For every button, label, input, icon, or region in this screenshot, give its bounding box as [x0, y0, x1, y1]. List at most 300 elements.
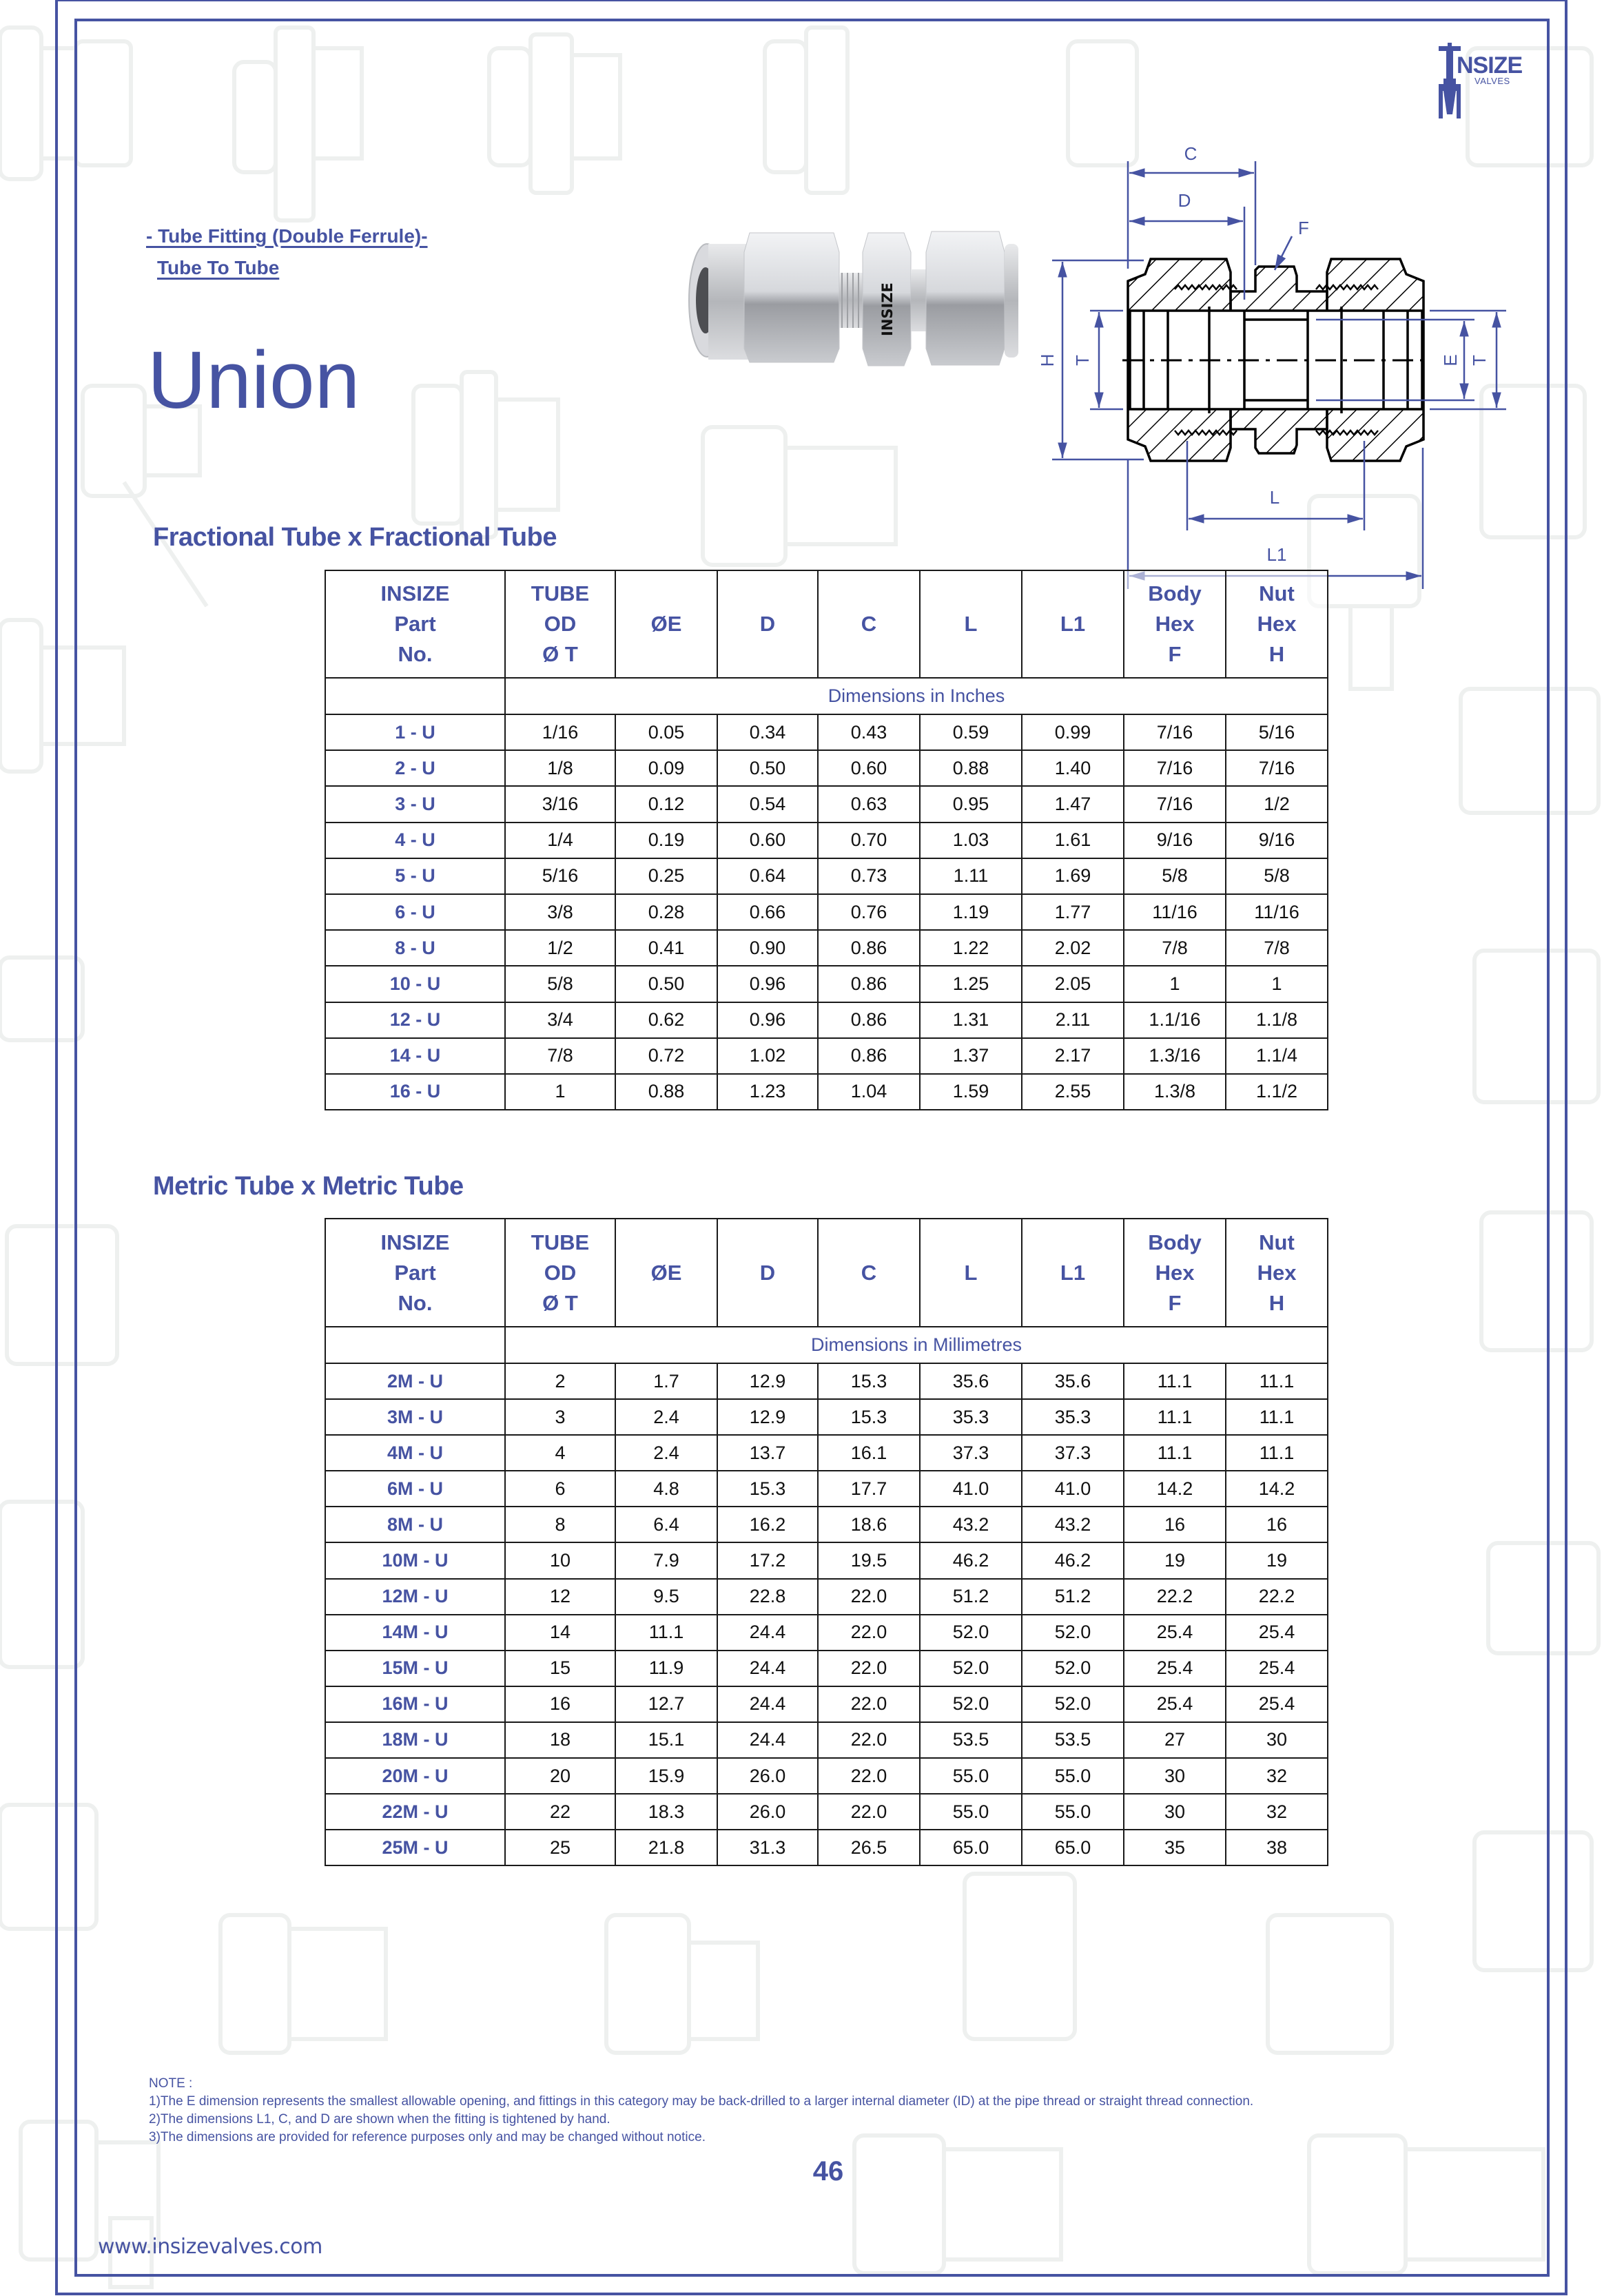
table-row: [325, 750, 1328, 786]
dimension-cell: 32: [1226, 1794, 1328, 1830]
dimension-cell: 17.7: [818, 1471, 920, 1507]
column-header-line: Body: [1148, 581, 1202, 606]
dimension-cell: 22.8: [717, 1579, 818, 1615]
dimension-cell: 18: [505, 1722, 615, 1758]
dimension-cell: 25.4: [1226, 1651, 1328, 1686]
dimension-cell: 16.2: [717, 1507, 818, 1542]
metric-dimensions-table: [325, 1218, 1328, 1866]
subcategory-breadcrumb[interactable]: Tube To Tube: [157, 257, 280, 278]
dimension-cell: 14: [505, 1615, 615, 1651]
dimension-cell: 12: [505, 1579, 615, 1615]
dimension-cell: 0.09: [615, 750, 717, 786]
dimension-cell: 6.4: [615, 1507, 717, 1542]
dimension-cell: 30: [1124, 1758, 1226, 1794]
dimension-cell: 1.61: [1022, 823, 1124, 858]
dimension-cell: 11/16: [1124, 894, 1226, 930]
table-row: [325, 1830, 1328, 1865]
dimension-cell: 22.0: [818, 1758, 920, 1794]
part-number-cell: 14M - U: [325, 1615, 505, 1651]
dimension-cell: 41.0: [920, 1471, 1022, 1507]
category-breadcrumb[interactable]: - Tube Fitting (Double Ferrule)-: [146, 225, 428, 247]
dimension-cell: 15.1: [615, 1722, 717, 1758]
dimension-cell: 11.9: [615, 1651, 717, 1686]
dimension-cell: 11.1: [1226, 1363, 1328, 1399]
dimension-cell: 0.70: [818, 823, 920, 858]
column-header-line: Nut: [1259, 1230, 1295, 1254]
dimension-cell: 1.1/4: [1226, 1038, 1328, 1074]
table-row: [325, 1507, 1328, 1542]
dimension-cell: 52.0: [1022, 1651, 1124, 1686]
column-header: [325, 1219, 505, 1327]
page-title: Union: [147, 335, 360, 426]
dimension-cell: 25.4: [1124, 1686, 1226, 1722]
part-number-cell: 12 - U: [325, 1002, 505, 1038]
dimension-cell: 52.0: [920, 1615, 1022, 1651]
column-header-line: INSIZE: [380, 581, 450, 606]
column-header-line: Hex: [1257, 612, 1297, 636]
table-row: [325, 1686, 1328, 1722]
dimension-cell: 20: [505, 1758, 615, 1794]
fractional-section-title: Fractional Tube x Fractional Tube: [153, 523, 557, 552]
dimension-cell: 22: [505, 1794, 615, 1830]
table-row: [325, 714, 1328, 750]
part-number-cell: 3M - U: [325, 1399, 505, 1435]
part-number-cell: 4 - U: [325, 823, 505, 858]
column-header-line: OD: [544, 612, 577, 636]
dimension-cell: 16: [1124, 1507, 1226, 1542]
dimension-cell: 7/8: [505, 1038, 615, 1074]
part-number-cell: 4M - U: [325, 1435, 505, 1471]
dimension-cell: 38: [1226, 1830, 1328, 1865]
dimension-cell: 18.3: [615, 1794, 717, 1830]
dimension-cell: 16.1: [818, 1435, 920, 1471]
dimension-cell: 1.59: [920, 1074, 1022, 1110]
fitting-cross-section: [1122, 259, 1430, 461]
part-number-cell: 8 - U: [325, 930, 505, 966]
column-header-line: ØE: [650, 612, 682, 636]
dimension-cell: 0.50: [615, 966, 717, 1002]
dimension-cell: 0.86: [818, 1038, 920, 1074]
column-header-line: D: [759, 1260, 776, 1285]
table-row: [325, 1002, 1328, 1038]
dimension-cell: 43.2: [920, 1507, 1022, 1542]
dimension-cell: 46.2: [920, 1542, 1022, 1578]
product-photo: [682, 225, 1020, 373]
dimension-cell: 22.2: [1124, 1579, 1226, 1615]
dim-label-l1: L1: [1266, 544, 1287, 565]
logo-wordmark: NSIZE: [1457, 52, 1523, 79]
dimension-cell: 2.4: [615, 1435, 717, 1471]
dimension-cell: 30: [1226, 1722, 1328, 1758]
dimension-cell: 0.60: [818, 750, 920, 786]
dimension-cell: 0.86: [818, 930, 920, 966]
dimension-cell: 2.05: [1022, 966, 1124, 1002]
dimension-cell: 7.9: [615, 1542, 717, 1578]
dimension-cell: 2: [505, 1363, 615, 1399]
dimension-cell: 4: [505, 1435, 615, 1471]
dimension-cell: 35.3: [1022, 1399, 1124, 1435]
dimension-cell: 16: [505, 1686, 615, 1722]
column-header-line: Hex: [1155, 1260, 1195, 1285]
dimension-cell: 15.3: [818, 1363, 920, 1399]
dimension-cell: 1: [1226, 966, 1328, 1002]
dimension-cell: 0.99: [1022, 714, 1124, 750]
dimension-cell: 3: [505, 1399, 615, 1435]
dimension-cell: 52.0: [1022, 1615, 1124, 1651]
dimension-cell: 15.3: [717, 1471, 818, 1507]
column-header-line: L1: [1060, 1260, 1086, 1285]
column-header-line: Ø T: [542, 642, 578, 666]
column-header: [505, 1219, 615, 1327]
column-header-line: F: [1168, 1290, 1182, 1315]
table-row: [325, 1758, 1328, 1794]
dimension-cell: 11.1: [615, 1615, 717, 1651]
dimension-cell: 22.0: [818, 1722, 920, 1758]
dimension-cell: 5/8: [1124, 858, 1226, 894]
dimension-cell: 52.0: [1022, 1686, 1124, 1722]
part-number-cell: 3 - U: [325, 786, 505, 822]
table-row: [325, 858, 1328, 894]
table-row: [325, 1722, 1328, 1758]
dimension-cell: 0.05: [615, 714, 717, 750]
dimension-cell: 0.96: [717, 966, 818, 1002]
dimension-cell: 35.6: [920, 1363, 1022, 1399]
dimension-cell: 22.2: [1226, 1579, 1328, 1615]
dimension-cell: 22.0: [818, 1579, 920, 1615]
column-header-line: No.: [398, 642, 433, 666]
dimension-cell: 9.5: [615, 1579, 717, 1615]
dimension-cell: 1.25: [920, 966, 1022, 1002]
dimension-cell: 25: [505, 1830, 615, 1865]
dimension-cell: 9/16: [1124, 823, 1226, 858]
dimension-cell: 15: [505, 1651, 615, 1686]
dimension-cell: 1.69: [1022, 858, 1124, 894]
dimension-cell: 5/8: [505, 966, 615, 1002]
part-number-cell: 2 - U: [325, 750, 505, 786]
dimension-cell: 1.31: [920, 1002, 1022, 1038]
dimension-cell: 0.72: [615, 1038, 717, 1074]
part-number-cell: 16 - U: [325, 1074, 505, 1110]
dimension-cell: 52.0: [920, 1686, 1022, 1722]
dimension-cell: 11.1: [1124, 1399, 1226, 1435]
column-header-line: Nut: [1259, 581, 1295, 606]
part-number-cell: 6 - U: [325, 894, 505, 930]
column-header: [1022, 1219, 1124, 1327]
column-header: [325, 570, 505, 678]
column-header-line: Part: [394, 1260, 436, 1285]
column-header-line: Ø T: [542, 1290, 578, 1315]
dimension-cell: 21.8: [615, 1830, 717, 1865]
table-row: [325, 1651, 1328, 1686]
units-row: [325, 1327, 1328, 1363]
column-header-line: C: [861, 612, 877, 636]
dimension-cell: 53.5: [1022, 1722, 1124, 1758]
column-header-line: OD: [544, 1260, 577, 1285]
dimension-cell: 1.47: [1022, 786, 1124, 822]
dimension-cell: 5/16: [505, 858, 615, 894]
column-header-line: Hex: [1257, 1260, 1297, 1285]
column-header-line: INSIZE: [380, 1230, 450, 1254]
dimension-cell: 2.11: [1022, 1002, 1124, 1038]
dimension-cell: 31.3: [717, 1830, 818, 1865]
dimension-cell: 12.7: [615, 1686, 717, 1722]
dimension-cell: 0.66: [717, 894, 818, 930]
dimension-cell: 19.5: [818, 1542, 920, 1578]
dimension-cell: 43.2: [1022, 1507, 1124, 1542]
dimension-cell: 7/16: [1124, 786, 1226, 822]
dimension-cell: 2.4: [615, 1399, 717, 1435]
part-number-cell: 12M - U: [325, 1579, 505, 1615]
dimension-cell: 0.25: [615, 858, 717, 894]
dimension-cell: 19: [1226, 1542, 1328, 1578]
table-row: [325, 894, 1328, 930]
dimension-cell: 51.2: [1022, 1579, 1124, 1615]
units-label: Dimensions in Inches: [505, 678, 1328, 714]
part-number-cell: 20M - U: [325, 1758, 505, 1794]
dimension-cell: 8: [505, 1507, 615, 1542]
dimension-cell: 55.0: [920, 1758, 1022, 1794]
dim-label-d: D: [1178, 190, 1191, 211]
dimension-cell: 0.62: [615, 1002, 717, 1038]
column-header: [1226, 1219, 1328, 1327]
dimension-cell: 22.0: [818, 1686, 920, 1722]
dimension-cell: 11/16: [1226, 894, 1328, 930]
table-row: [325, 1435, 1328, 1471]
metric-section-title: Metric Tube x Metric Tube: [153, 1172, 464, 1201]
dimension-cell: 1.37: [920, 1038, 1022, 1074]
dimension-cell: 24.4: [717, 1651, 818, 1686]
dimension-cell: 14.2: [1124, 1471, 1226, 1507]
dimension-cell: 3/16: [505, 786, 615, 822]
part-number-cell: 15M - U: [325, 1651, 505, 1686]
column-header: [615, 1219, 717, 1327]
dimension-cell: 3/8: [505, 894, 615, 930]
dimension-cell: 1/8: [505, 750, 615, 786]
column-header: [717, 570, 818, 678]
dimension-cell: 1.1/8: [1226, 1002, 1328, 1038]
dimension-cell: 1.23: [717, 1074, 818, 1110]
dimension-cell: 1.3/16: [1124, 1038, 1226, 1074]
dim-label-h: H: [1037, 353, 1058, 367]
part-number-cell: 18M - U: [325, 1722, 505, 1758]
dim-label-e: E: [1440, 354, 1461, 366]
part-number-cell: 10 - U: [325, 966, 505, 1002]
dimension-cell: 1.77: [1022, 894, 1124, 930]
dimension-cell: 0.64: [717, 858, 818, 894]
table-row: [325, 1615, 1328, 1651]
dimension-cell: 11.1: [1124, 1363, 1226, 1399]
dimension-cell: 1.3/8: [1124, 1074, 1226, 1110]
dimension-cell: 3/4: [505, 1002, 615, 1038]
table-header-row: [325, 570, 1328, 678]
dimension-cell: 51.2: [920, 1579, 1022, 1615]
dimension-cell: 12.9: [717, 1363, 818, 1399]
dimension-cell: 24.4: [717, 1615, 818, 1651]
dimension-cell: 26.5: [818, 1830, 920, 1865]
dimension-cell: 1/2: [1226, 786, 1328, 822]
units-row: [325, 678, 1328, 714]
dimension-cell: 13.7: [717, 1435, 818, 1471]
part-number-cell: 6M - U: [325, 1471, 505, 1507]
column-header-line: Part: [394, 612, 436, 636]
column-header-line: H: [1268, 642, 1285, 666]
part-number-cell: 8M - U: [325, 1507, 505, 1542]
part-number-cell: 25M - U: [325, 1830, 505, 1865]
dimension-cell: 1.19: [920, 894, 1022, 930]
column-header: [1022, 570, 1124, 678]
dimension-cell: 37.3: [1022, 1435, 1124, 1471]
note-item: 2)The dimensions L1, C, and D are shown when the fitting is tightened by hand.: [149, 2112, 610, 2127]
column-header-line: L: [964, 1260, 978, 1285]
dim-label-l: L: [1269, 487, 1280, 508]
column-header: [818, 570, 920, 678]
dimension-cell: 10: [505, 1542, 615, 1578]
dimension-cell: 65.0: [1022, 1830, 1124, 1865]
logo-tagline: VALVES: [1474, 76, 1510, 86]
column-header: [920, 1219, 1022, 1327]
dimension-cell: 1.03: [920, 823, 1022, 858]
dimension-cell: 14.2: [1226, 1471, 1328, 1507]
dimension-cell: 0.86: [818, 1002, 920, 1038]
dimension-cell: 22.0: [818, 1615, 920, 1651]
column-header: [1124, 1219, 1226, 1327]
part-number-cell: 10M - U: [325, 1542, 505, 1578]
dimension-cell: 12.9: [717, 1399, 818, 1435]
dimension-cell: 1.1/2: [1226, 1074, 1328, 1110]
dimension-cell: 0.60: [717, 823, 818, 858]
page-number: 46: [812, 2156, 844, 2186]
table-row: [325, 1399, 1328, 1435]
column-header: [505, 570, 615, 678]
dimension-cell: 7/16: [1226, 750, 1328, 786]
column-header: [1226, 570, 1328, 678]
table-row: [325, 1794, 1328, 1830]
dimension-cell: 4.8: [615, 1471, 717, 1507]
dimension-cell: 0.90: [717, 930, 818, 966]
dimension-cell: 0.95: [920, 786, 1022, 822]
dimension-cell: 0.43: [818, 714, 920, 750]
fractional-dimensions-table: [325, 570, 1328, 1110]
dimension-cell: 24.4: [717, 1722, 818, 1758]
part-number-cell: 1 - U: [325, 714, 505, 750]
dimension-cell: 1.04: [818, 1074, 920, 1110]
dimension-cell: 37.3: [920, 1435, 1022, 1471]
dimension-cell: 0.59: [920, 714, 1022, 750]
dimension-cell: 25.4: [1124, 1615, 1226, 1651]
dimension-cell: 30: [1124, 1794, 1226, 1830]
dimension-cell: 25.4: [1226, 1686, 1328, 1722]
dimension-cell: 0.76: [818, 894, 920, 930]
dimension-cell: 55.0: [920, 1794, 1022, 1830]
dimension-cell: 0.88: [615, 1074, 717, 1110]
dimension-diagram: [1034, 124, 1516, 565]
table-row: [325, 823, 1328, 858]
website-link[interactable]: www.insizevalves.com: [98, 2235, 322, 2259]
dimension-cell: 19: [1124, 1542, 1226, 1578]
dimension-cell: 0.54: [717, 786, 818, 822]
table-row: [325, 1038, 1328, 1074]
dim-label-t-left: T: [1072, 355, 1093, 366]
part-number-cell: 5 - U: [325, 858, 505, 894]
dimension-cell: 2.02: [1022, 930, 1124, 966]
dimension-cell: 55.0: [1022, 1794, 1124, 1830]
dimension-cell: 11.1: [1226, 1435, 1328, 1471]
column-header-line: F: [1168, 642, 1182, 666]
dimension-cell: 1.1/16: [1124, 1002, 1226, 1038]
dimension-cell: 0.73: [818, 858, 920, 894]
dimension-cell: 55.0: [1022, 1758, 1124, 1794]
table-row: [325, 966, 1328, 1002]
dimension-cell: 0.88: [920, 750, 1022, 786]
column-header: [818, 1219, 920, 1327]
dimension-cell: 0.86: [818, 966, 920, 1002]
dimension-cell: 53.5: [920, 1722, 1022, 1758]
table-row: [325, 1542, 1328, 1578]
dimension-cell: 1.02: [717, 1038, 818, 1074]
dimension-cell: 1/16: [505, 714, 615, 750]
dimension-cell: 1.7: [615, 1363, 717, 1399]
note-item: 3)The dimensions are provided for reference purposes only and may be changed without notice.: [149, 2130, 706, 2144]
column-header-line: No.: [398, 1290, 433, 1315]
dimension-cell: 15.3: [818, 1399, 920, 1435]
column-header-line: Hex: [1155, 612, 1195, 636]
part-number-cell: 14 - U: [325, 1038, 505, 1074]
dimension-cell: 22.0: [818, 1651, 920, 1686]
column-header-line: D: [759, 612, 776, 636]
dimension-cell: 0.96: [717, 1002, 818, 1038]
column-header: [920, 570, 1022, 678]
dimension-cell: 1/2: [505, 930, 615, 966]
column-header-line: L: [964, 612, 978, 636]
units-spacer-cell: [325, 1327, 505, 1363]
units-label: Dimensions in Millimetres: [505, 1327, 1328, 1363]
dimension-cell: 24.4: [717, 1686, 818, 1722]
notes-heading: NOTE :: [149, 2076, 193, 2091]
table-row: [325, 1074, 1328, 1110]
dimension-cell: 46.2: [1022, 1542, 1124, 1578]
dimension-cell: 35.3: [920, 1399, 1022, 1435]
dimension-cell: 26.0: [717, 1794, 818, 1830]
dimension-cell: 0.34: [717, 714, 818, 750]
dimension-cell: 25.4: [1124, 1651, 1226, 1686]
dimension-cell: 1.22: [920, 930, 1022, 966]
dimension-cell: 35.6: [1022, 1363, 1124, 1399]
dimension-cell: 6: [505, 1471, 615, 1507]
dimension-cell: 1: [505, 1074, 615, 1110]
dimension-cell: 65.0: [920, 1830, 1022, 1865]
dimension-cell: 11.1: [1124, 1435, 1226, 1471]
dimension-cell: 41.0: [1022, 1471, 1124, 1507]
column-header-line: C: [861, 1260, 877, 1285]
dimension-cell: 7/8: [1226, 930, 1328, 966]
dimension-cell: 32: [1226, 1758, 1328, 1794]
notes-block: [149, 2075, 1253, 2147]
dimension-cell: 1: [1124, 966, 1226, 1002]
note-item: 1)The E dimension represents the smallest allowable opening, and fittings in this category may be back-drilled to a larger internal diameter (ID) at the pipe thread or straight thread connection.: [149, 2094, 1254, 2109]
table-row: [325, 930, 1328, 966]
column-header-line: TUBE: [531, 1230, 590, 1254]
dimension-cell: 0.28: [615, 894, 717, 930]
dimension-cell: 9/16: [1226, 823, 1328, 858]
dimension-cell: 7/16: [1124, 714, 1226, 750]
column-header-line: L1: [1060, 612, 1086, 636]
part-number-cell: 16M - U: [325, 1686, 505, 1722]
dimension-cell: 0.41: [615, 930, 717, 966]
part-number-cell: 22M - U: [325, 1794, 505, 1830]
dimension-cell: 2.17: [1022, 1038, 1124, 1074]
dimension-cell: 5/8: [1226, 858, 1328, 894]
dimension-cell: 11.1: [1226, 1399, 1328, 1435]
